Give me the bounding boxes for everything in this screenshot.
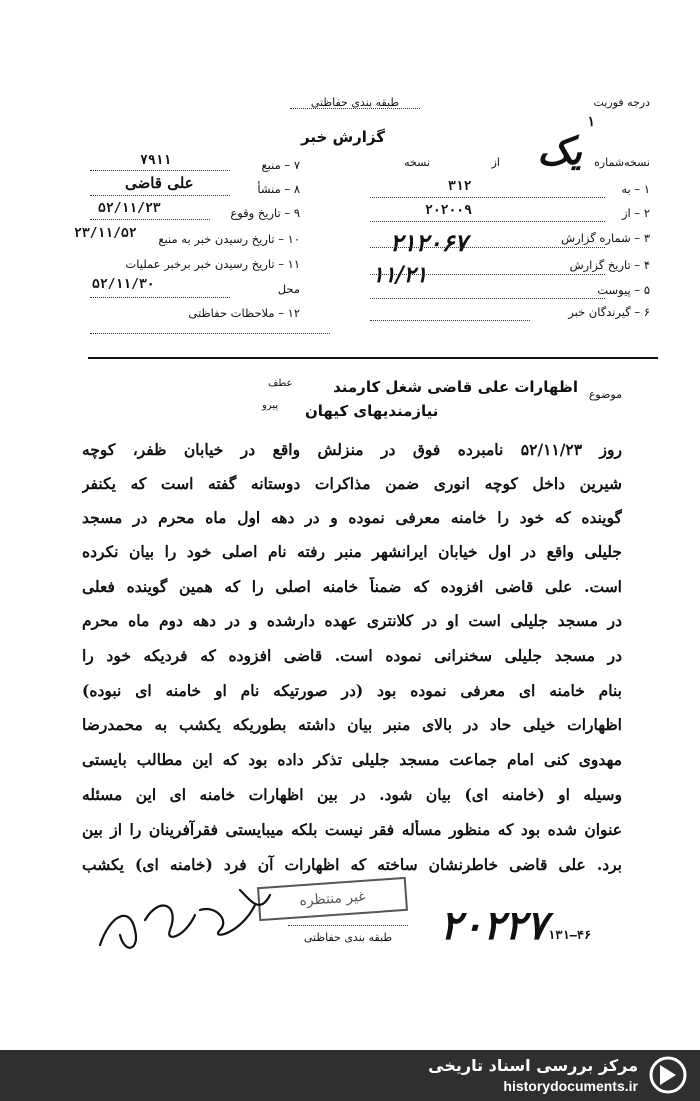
field-ops-date-label: ۱۱ – تاریخ رسیدن خبر برخبر عملیات [125,257,300,271]
archive-logo-icon [648,1055,688,1095]
field-attachment-label: ۵ – پیوست [597,283,650,297]
site-url: historydocuments.ir [503,1078,638,1094]
report-title: گزارش خبر [300,128,386,146]
field-received-date-label: ۱۰ – تاریخ رسیدن خبر به منبع [158,232,300,246]
field-report-date-label: ۴ – تاریخ گزارش [569,258,650,272]
classification-top-line [290,108,420,109]
classification-top: طبقه بندی حفاظتی [310,96,400,109]
subject-label: موضوع [588,388,622,401]
field-occurrence-date-label: ۹ – تاریخ وقوع [230,206,300,220]
subject-atf: عطف [268,378,293,389]
classification-bottom: طبقه بندی حفاظتی [303,931,393,944]
body-line: جلیلی واقع در اول خیابان ایرانشهر منبر رفته نام اصلی خود را بیان نکرده [82,542,622,561]
field-from-value: ۲۰۲۰۰۹ [425,203,472,218]
field-source-value: ۷۹۱۱ [140,153,172,168]
field-report-number-label: ۳ – شماره گزارش [561,231,650,245]
site-title: مرکز بررسی اسناد تاریخی [428,1056,638,1075]
copy-number-label: نسخه‌شماره [594,156,650,169]
copy-from-label: از [491,156,500,169]
stamp-text: غیر منتظره [298,888,367,910]
subject-line-1: اظهارات علی قاضی شغل کارمند [333,378,578,396]
field-to-value: ۳۱۲ [448,179,472,194]
handwritten-number: ۲۰۲۲۷ [440,902,548,949]
field-to-label: ۱ – به [621,182,650,196]
subject-peyro: پیرو [262,400,279,411]
field-origin-label: ۸ – منشأ [257,182,300,196]
field-location-label: محل [277,282,300,296]
field-received-date-value: ۲۳/۱۱/۵۲ [74,226,137,241]
body-line: شیرین داخل کوچه انوری ضمن مذاکرات دوستانه گفته است که یکنفر [82,474,622,493]
field-occurrence-date-value: ۵۲/۱۱/۲۳ [98,201,161,216]
body-line: در مسجد جلیلی است او در کلانتری عهده دارشده و در دهه دوم ماه محرم [82,611,622,630]
field-security-notes-label: ۱۲ – ملاحظات حفاظتی [188,306,300,320]
signature [90,875,290,965]
urgency-label: درجه فوریت [593,96,650,109]
body-line: است. علی قاضی افزوده که ضمناً خامنه اصلی را که همین گوینده فعلی [82,577,622,596]
body-line: بنام خامنه ای معرفی نموده بود (در صورتیکه نام او خامنه ای نبوده) [82,681,622,700]
header-divider [88,357,658,359]
copy-suffix-label: نسخه [404,156,430,169]
body-line: روز ۵۲/۱۱/۲۳ نامبرده فوق در منزلش واقع در خیابان ظفر، کوچه [82,440,622,459]
copy-hand-value: یک [537,128,582,173]
field-source-label: ۷ – منبع [261,158,300,172]
body-line: در مسجد جلیلی سخنرانی نموده است. قاضی افزوده که فردیکه خود را [82,646,622,665]
body-line: گوینده که خود را خامنه معرفی نموده و در دهه اول ماه محرم در مسجد [82,508,622,527]
field-recipients-label: ۶ – گیرندگان خبر [568,305,650,319]
subject-line-2: نیازمندیهای کیهان [305,402,439,420]
field-from-label: ۲ – از [622,206,650,220]
field-report-date-value: ۱۱/۲۱ [372,262,428,288]
field-ops-date-value: ۵۲/۱۱/۳۰ [92,277,155,292]
body-line: مهدوی کنی امام جماعت مسجد جلیلی تذکر داده بود که این مطالب بایستی [82,750,622,769]
form-code: ۱۳۱–۴۶ [548,928,592,942]
watermark-footer [0,1050,700,1101]
body-line: وسیله او (خامنه ای) بیان شود. در بین اظهارات خامنه ای این مسئله [82,785,622,804]
body-line: عنوان شده بود که منظور مسأله فقر نیست بلکه میبایستی فقرآفرینان را از بین [82,820,622,839]
body-line: اظهارات خیلی حاد در بالای منبر بیان داشته بطوریکه یکشب به محمدرضا [82,715,622,734]
field-origin-value: علی قاضی [125,174,194,192]
body-line: برد. علی قاضی خاطرنشان ساخته که اظهارات آن فرد (خامنه ای) یکشب [82,855,622,874]
urgency-mark: ۱ [587,114,595,130]
field-report-number-value: ۲۱۲۰۶۷ [390,228,468,257]
